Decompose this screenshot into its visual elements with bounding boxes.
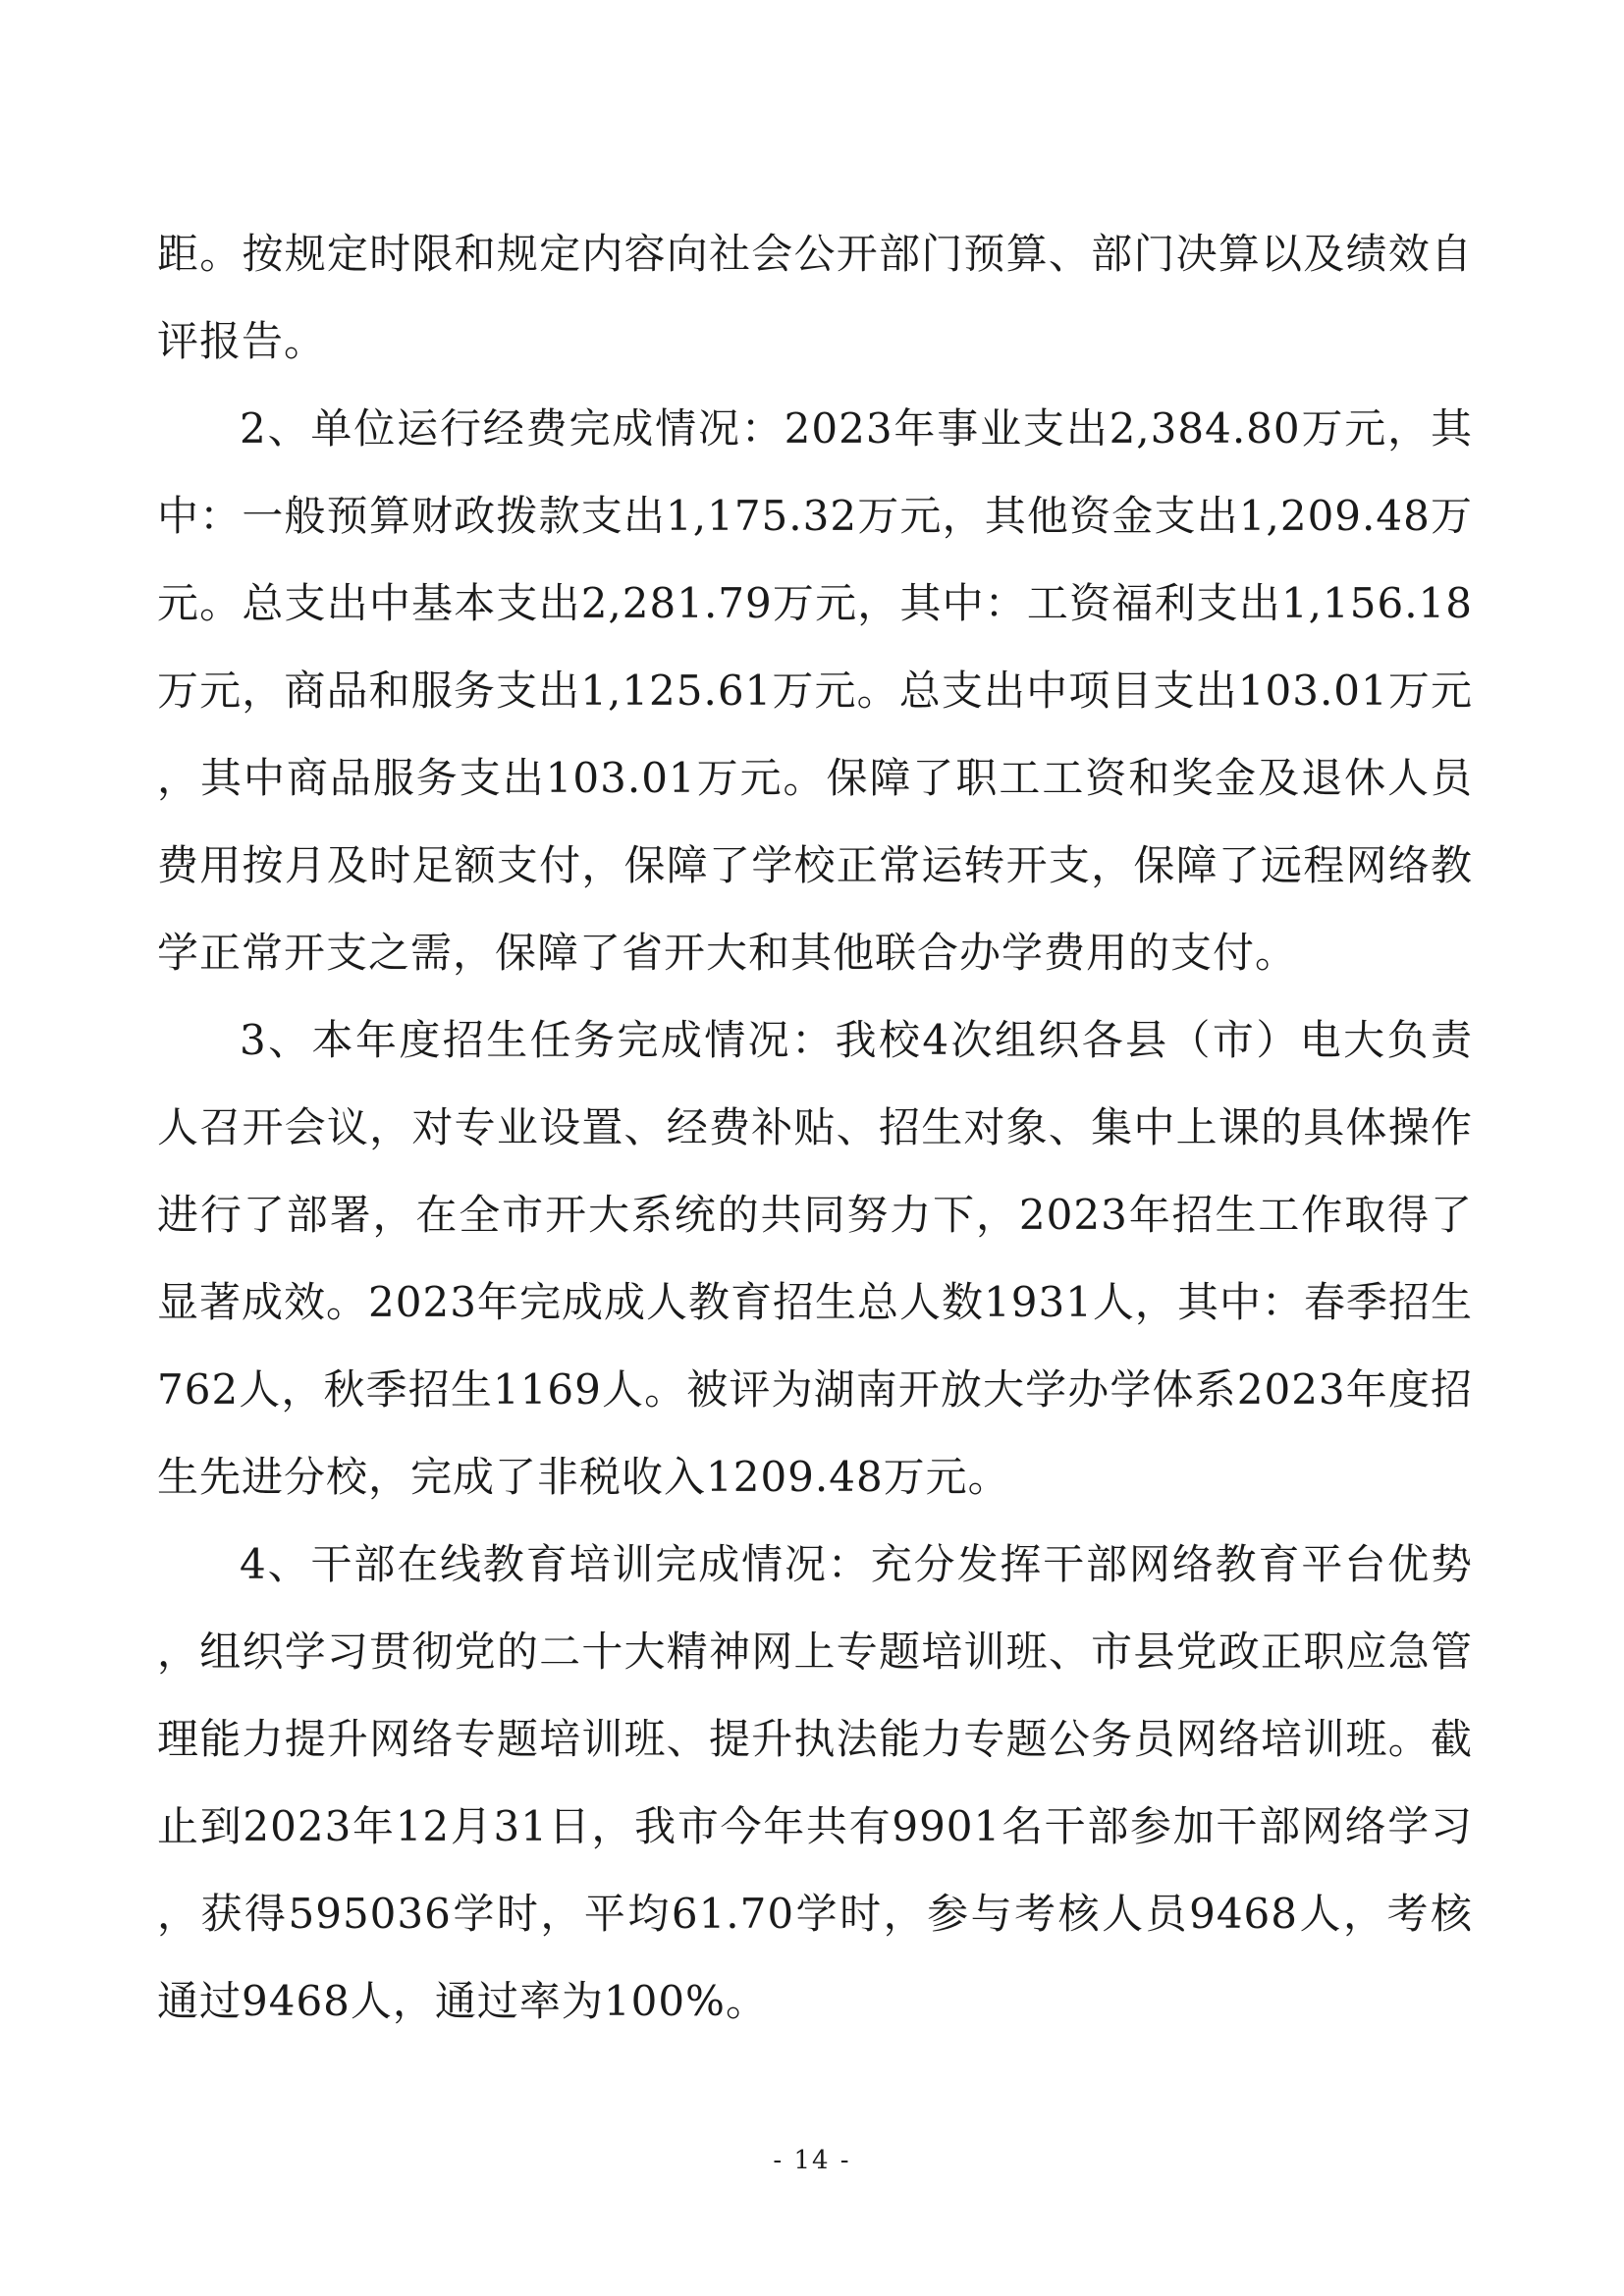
paragraph-enrollment: 3、本年度招生任务完成情况：我校4次组织各县（市）电大负责人召开会议，对专业设置、经费补贴、招生对象、集中上课的具体操作进行了部署，在全市开大系统的共同努力下，2023年招生工作取得了显著成效。2023年完成成人教育招生总人数1931人，其中：春季招生762人，秋季招生1169人。被评为湖南开放大学办学体系2023年度招生先进分校，完成了非税收入1209.48万元。 xyxy=(157,1016,1473,1501)
paragraph-operating-funds: 2、单位运行经费完成情况：2023年事业支出2,384.80万元，其中：一般预算财政拨款支出1,175.32万元，其他资金支出1,209.48万元。总支出中基本支出2,281.79万元，其中：工资福利支出1,156.18万元，商品和服务支出1,125.61万元。总支出中项目支出103.01万元，其中商品服务支出103.01万元。保障了职工工资和奖金及退休人员费用按月及时足额支付，保障了学校正常运转开支，保障了远程网络教学正常开支之需，保障了省开大和其他联合办学费用的支付。 xyxy=(157,404,1473,977)
paragraph-cadre-training: 4、干部在线教育培训完成情况：充分发挥干部网络教育平台优势，组织学习贯彻党的二十大精神网上专题培训班、市县党政正职应急管理能力提升网络专题培训班、提升执法能力专题公务员网络培训班。截止到2023年12月31日，我市今年共有9901名干部参加干部网络学习，获得595036学时，平均61.70学时，参与考核人员9468人，考核通过9468人，通过率为100%。 xyxy=(157,1540,1473,2025)
document-body xyxy=(157,210,1473,2045)
paragraph-continuation: 距。按规定时限和规定内容向社会公开部门预算、部门决算以及绩效自评报告。 xyxy=(157,230,1473,365)
page-number: - 14 - xyxy=(773,2146,851,2175)
